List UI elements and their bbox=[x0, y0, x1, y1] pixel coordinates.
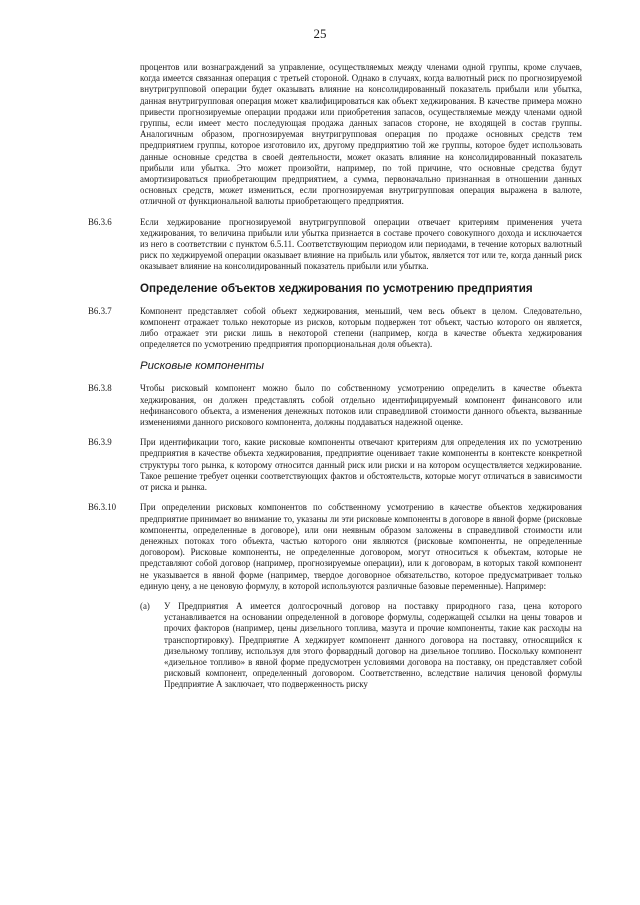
paragraph-b636 bbox=[0, 217, 582, 273]
paragraph-text: Чтобы рисковый компонент можно было по собственному усмотрению определить в качестве объекта хеджирования, он должен представлять собой отдельно идентифицируемый компонент финансового или нефинансового объекта, а изменения денежных потоков или справедливой стоимости данного объекта, вызванные изменениями данного рискового компонента, должны поддаваться надежной оценке. bbox=[140, 383, 582, 428]
paragraph-text: При идентификации того, какие рисковые компоненты отвечают критериям для определения их по усмотрению предприятия в качестве объекта хеджирования, предприятие оценивает такие компоненты в контексте конкретной структуры того рынка, к которому относится данный риск или риски и на котором осуществляется хеджирование. Такое решение требует оценки соответствующих фактов и обстоятельств, которые могут отличаться в зависимости от риска и рынка. bbox=[140, 437, 582, 493]
paragraph-b637 bbox=[0, 306, 582, 351]
paragraph-b638 bbox=[0, 383, 582, 428]
page-number: 25 bbox=[313, 26, 327, 41]
paragraph-text: процентов или вознаграждений за управление, осуществляемых между членами одной группы, кроме случаев, когда имеется связанная операция с третьей стороной. Однако в случаях, когда валютный риск по прогнозируемой внутригрупповой операции будет оказывать влияние на консолидированный показатель прибыли или убытка, данная внутригрупповая операция может квалифицироваться как объект хеджирования. В качестве примера можно привести прогнозируемые операции продажи или приобретения запасов, осуществляемые между членами одной группы, если имеет место последующая продажа данных запасов стороне, не входящей в состав группы. Аналогичным образом, прогнозируемая внутригрупповая операция по продаже основных средств тем предприятием группы, которое изготовило их, другому предприятию той же группы, которое будет использовать данные основные средства в своей деятельности, может оказать влияние на консолидированный показатель прибыли или убытка. Это может произойти, например, по той причине, что основные средства будут амортизироваться приобретающим предприятием, а сумма, первоначально признанная в отношении данных основных средств, может измениться, если прогнозируемая внутригрупповая операция выражена в валюте, отличной от функциональной валюты приобретающего предприятия. bbox=[140, 62, 582, 207]
paragraph-number: B6.3.9 bbox=[88, 437, 112, 448]
paragraph-number: B6.3.7 bbox=[88, 305, 112, 316]
list-item-text: У Предприятия А имеется долгосрочный договор на поставку природного газа, цена которого устанавливается на основании определенной в договоре формулы, содержащей ссылки на цены товаров и прочих факторов (например, цены дизельного топлива, мазута и прочие компоненты, такие как расходы на транспортировку). Предприятие А хеджирует компонент данного договора на поставку, относящийся к дизельному топливу, используя для этого форвардный договор на дизельное топливо. Поскольку компонент «дизельное топливо» в явной форме предусмотрен условиями договора на поставку, он представляет собой рисковый компонент, определенный договором. Соответственно, вследствие наличия ценовой формулы Предприятие А заключает, что подверженность риску bbox=[164, 600, 582, 690]
paragraph-b6310 bbox=[0, 502, 582, 592]
subsection-heading: Рисковые компоненты bbox=[140, 360, 265, 373]
paragraph-b639 bbox=[0, 437, 582, 493]
paragraph-text: При определении рисковых компонентов по собственному усмотрению в качестве объектов хеджирования предприятие принимает во внимание то, указаны ли эти рисковые компоненты в договоре в явной форме (рисковые компоненты, определенные в договоре), или они неявным образом заложены в справедливой стоимости или денежных потоках того объекта, частью которого они являются (рисковые компоненты, не определенные договором). Рисковые компоненты, не определенные договором, могут относиться к объектам, которые не представляют собой договор (например, прогнозируемые операции), или к договорам, в которых такой компонент не указывается в явной форме (например, твердое договорное обязательство, которое предусматривает только единую цену, а не ценовую формулу, в которой используются различные базовые переменные). Например: bbox=[140, 502, 582, 591]
list-item-a bbox=[0, 601, 582, 691]
paragraph-text: Компонент представляет собой объект хеджирования, меньший, чем весь объект в целом. Следовательно, компонент отражает только некоторые из рисков, которым подвержен тот объект, частью которого он является, либо отражает эти риски лишь в некоторой степени (например, когда в качестве объекта хеджирования определяется по усмотрению предприятия пропорциональная доля объекта). bbox=[140, 305, 582, 350]
paragraph-number: B6.3.8 bbox=[88, 383, 112, 394]
paragraph-number: B6.3.6 bbox=[88, 216, 112, 227]
list-item-label: (а) bbox=[140, 600, 150, 611]
paragraph-continuation bbox=[0, 62, 582, 208]
paragraph-number: B6.3.10 bbox=[88, 502, 117, 513]
section-heading: Определение объектов хеджирования по усмотрению предприятия bbox=[140, 281, 533, 295]
paragraph-text: Если хеджирование прогнозируемой внутригрупповой операции отвечает критериям применения учета хеджирования, то величина прибыли или убытка признается в составе прочего совокупного дохода и исключается из него в соответствии с пунктом 6.5.11. Соответствующим периодом или периодами, в течение которых валютный риск по хеджируемой операции оказывает влияние на прибыль или убыток, является тот или те, когда данный риск оказывает влияние на консолидированный показатель прибыли или убытка. bbox=[140, 216, 582, 272]
page-content bbox=[0, 62, 640, 691]
